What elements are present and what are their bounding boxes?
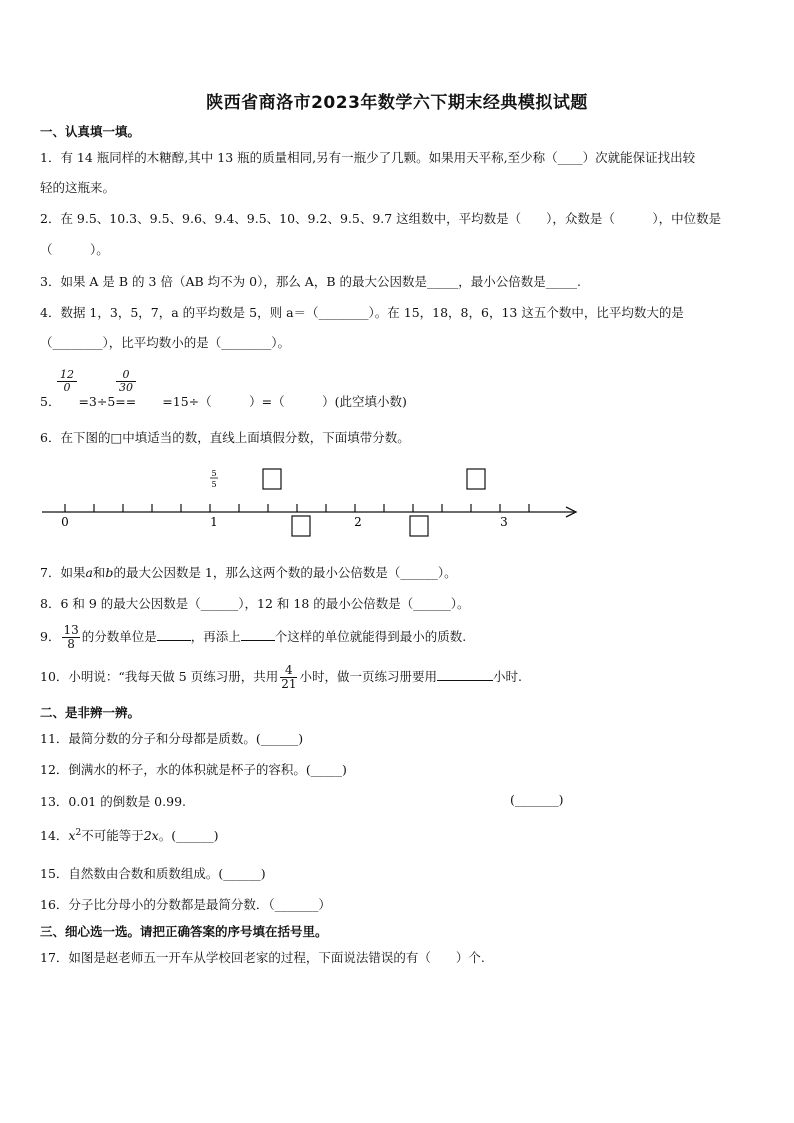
fraction-numerator: 5 — [211, 469, 217, 478]
question-14 — [40, 826, 219, 844]
question-5-fraction-2 — [116, 369, 136, 394]
answer-box-below-1 — [292, 516, 310, 536]
question-14-middle: 不可能等于 — [81, 828, 144, 843]
question-9-part-3: 个这样的单位就能得到最小的质数. — [274, 629, 467, 644]
question-1-line-2: 轻的这瓶来。 — [40, 180, 116, 195]
fraction-numerator: 13 — [63, 623, 79, 637]
question-11: 11．最简分数的分子和分母都是质数。(______) — [40, 731, 304, 746]
answer-blank[interactable] — [157, 640, 191, 641]
question-5-number: 5． — [40, 394, 61, 409]
question-5-rest: =15÷（ ）=（ ）(此空填小数) — [162, 394, 407, 409]
question-5 — [40, 392, 407, 410]
question-9-number: 9． — [40, 629, 61, 644]
question-10-part-2: 小时，做一页练习册要用 — [299, 669, 437, 684]
answer-blank[interactable] — [437, 680, 493, 681]
section-heading-2: 二、是非辨一辨。 — [40, 705, 141, 720]
fraction-denominator: 0 — [63, 381, 71, 394]
question-9-fraction — [62, 624, 79, 651]
question-13: 13．0.01 的倒数是 0.99. — [40, 794, 186, 809]
question-14-number: 14． — [40, 828, 69, 843]
variable-x: x — [68, 828, 76, 843]
fraction-numerator: 4 — [280, 664, 297, 678]
question-9-part-1: 的分数单位是 — [81, 629, 157, 644]
question-4-line-2: （________），比平均数小的是（________）。 — [40, 335, 291, 350]
question-7-part-2: 和 — [92, 565, 106, 580]
question-10-fraction — [280, 664, 297, 691]
fraction-numerator: 0 — [116, 369, 136, 382]
fraction-denominator: 8 — [67, 637, 75, 651]
question-1-line-1: 1．有 14 瓶同样的木糖醇,其中 13 瓶的质量相同,另有一瓶少了几颗。如果用天平称,至少称（____）次就能保证找出较 — [40, 150, 696, 165]
question-4-line-1: 4．数据 1，3，5，7，a 的平均数是 5，则 a＝（________）。在 15，18，8，6，13 这五个数中，比平均数大的是 — [40, 305, 684, 320]
fraction-numerator: 12 — [57, 369, 77, 382]
question-3: 3．如果 A 是 B 的 3 倍（AB 均不为 0），那么 A，B 的最大公因数是_____，最小公倍数是_____. — [40, 274, 581, 289]
question-16: 16．分子比分母小的分数都是最简分数．（_______） — [40, 897, 331, 912]
question-17: 17．如图是赵老师五一开车从学校回老家的过程，下面说法错误的有（ ）个. — [40, 950, 485, 965]
question-14-end: 。(______) — [158, 828, 219, 843]
page-title: 陕西省商洛市2023年数学六下期末经典模拟试题 — [206, 93, 588, 113]
tick-label-1: 1 — [210, 515, 218, 529]
tick-label-2: 2 — [354, 515, 362, 529]
variable-a: a — [85, 565, 93, 580]
question-9 — [40, 624, 466, 651]
question-12: 12．倒满水的杯子，水的体积就是杯子的容积。(_____) — [40, 762, 347, 777]
question-5-fraction-1 — [57, 369, 77, 394]
exponent: 2 — [75, 827, 82, 838]
question-5-middle: =3÷5== — [78, 394, 137, 409]
answer-box-above-1 — [263, 469, 281, 489]
section-heading-1: 一、认真填一填。 — [40, 124, 141, 139]
fraction-label-five-fifths — [210, 469, 218, 489]
tick-marks — [65, 504, 529, 512]
question-7-part-3: 的最大公因数是 1，那么这两个数的最小公倍数是（______）。 — [113, 565, 457, 580]
question-8: 8．6 和 9 的最大公因数是（______），12 和 18 的最小公倍数是（______）。 — [40, 596, 470, 611]
tick-label-0: 0 — [61, 515, 69, 529]
answer-box-above-2 — [467, 469, 485, 489]
question-2-line-1: 2．在 9.5、10.3、9.5、9.6、9.4、9.5、10、9.2、9.5、9.7 这组数中，平均数是（ ），众数是（ ），中位数是 — [40, 211, 722, 226]
question-10-part-3: 小时. — [493, 669, 522, 684]
question-7 — [40, 563, 457, 581]
section-heading-3: 三、细心选一选。请把正确答案的序号填在括号里。 — [40, 924, 328, 939]
question-6: 6．在下图的□中填适当的数，直线上面填假分数，下面填带分数。 — [40, 430, 410, 445]
question-10-part-1: 10．小明说：“我每天做 5 页练习册，共用 — [40, 669, 279, 684]
fraction-denominator: 5 — [211, 480, 217, 489]
question-7-part-1: 7．如果 — [40, 565, 86, 580]
expression-2x: 2x — [143, 828, 159, 843]
fraction-denominator: 21 — [281, 677, 297, 691]
question-9-part-2: ，再添上 — [190, 629, 241, 644]
fraction-denominator: 30 — [119, 381, 133, 394]
question-10 — [40, 664, 522, 691]
variable-b: b — [105, 565, 114, 580]
question-15: 15．自然数由合数和质数组成。(______) — [40, 866, 266, 881]
answer-box-below-2 — [410, 516, 428, 536]
question-13-bracket: (_______) — [510, 792, 564, 807]
tick-label-3: 3 — [500, 515, 508, 529]
question-2-line-2: （ ）。 — [40, 242, 109, 257]
number-line-figure — [36, 462, 592, 542]
answer-blank[interactable] — [241, 640, 275, 641]
